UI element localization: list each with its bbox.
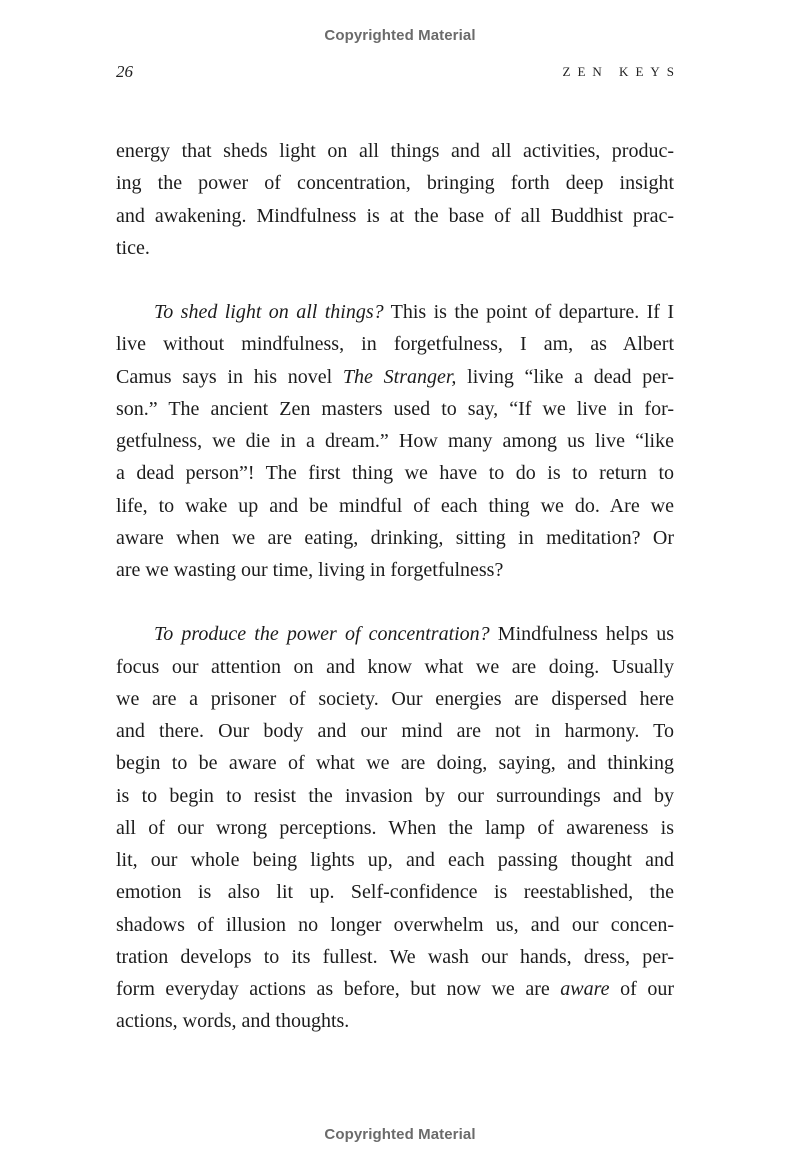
text-line: actions, words, and thoughts. (116, 1010, 350, 1033)
text-line: getfulness, we die in a dream.” How many among us live “like (116, 430, 674, 452)
text-line: emotion is also lit up. Self-confidence is reestablished, the (116, 881, 674, 904)
text-line: are we wasting our time, living in forgetfulness? (116, 559, 504, 581)
paragraph-1 (116, 135, 674, 264)
text-span: Camus says in his novel (116, 365, 343, 388)
text-line: tice. (116, 236, 150, 259)
text-line: life, to wake up and be mindful of each thing we do. Are we (116, 494, 674, 517)
italic-lead-question: To shed light on all things? (154, 301, 384, 323)
copyright-watermark-top: Copyrighted Material (324, 27, 476, 44)
text-line: a dead person”! The first thing we have to do is to return to (116, 462, 674, 485)
text-span: living “like a dead per- (456, 365, 674, 388)
text-line: ing the power of concentration, bringing forth deep insight (116, 172, 674, 195)
text-span: This is the point of departure. If I (383, 301, 674, 323)
text-line: and awakening. Mindfulness is at the base of all Buddhist prac- (116, 204, 674, 227)
text-span: of our (609, 978, 674, 1000)
body-text (116, 135, 674, 1038)
text-line: shadows of illusion no longer overwhelm us, and our concen- (116, 913, 674, 936)
paragraph-3 (116, 618, 674, 1037)
text-line: energy that sheds light on all things and all activities, produc- (116, 140, 674, 162)
text-line (116, 973, 674, 1005)
text-line: we are a prisoner of society. Our energies are dispersed here (116, 687, 674, 710)
text-line: all of our wrong perceptions. When the lamp of awareness is (116, 816, 674, 839)
text-line (116, 618, 674, 650)
italic-book-title: The Stranger, (342, 365, 457, 388)
text-line: focus our attention on and know what we are doing. Usually (116, 655, 674, 678)
text-line: tration develops to its fullest. We wash our hands, dress, per- (116, 945, 674, 968)
text-span: form everyday actions as before, but now we are (116, 978, 561, 1000)
running-head (116, 62, 681, 84)
text-line: son.” The ancient Zen masters used to say, “If we live in for- (116, 397, 674, 420)
text-line: aware when we are eating, drinking, sitting in meditation? Or (116, 526, 674, 549)
text-line (116, 296, 674, 328)
text-line (116, 361, 674, 393)
text-line: begin to be aware of what we are doing, saying, and thinking (116, 752, 674, 775)
italic-emphasis-aware: aware (560, 978, 610, 1000)
text-span: Mindfulness helps us (489, 623, 675, 646)
text-line: and there. Our body and our mind are not in harmony. To (116, 720, 674, 742)
paragraph-2 (116, 296, 674, 586)
italic-lead-question: To produce the power of concentration? (154, 623, 490, 646)
copyright-watermark-bottom: Copyrighted Material (324, 1126, 476, 1143)
page-number: 26 (116, 62, 133, 81)
text-line: lit, our whole being lights up, and each passing thought and (116, 849, 674, 871)
book-title-header: ZEN KEYS (562, 64, 681, 79)
text-line: live without mindfulness, in forgetfulness, I am, as Albert (116, 333, 674, 356)
text-line: is to begin to resist the invasion by our surroundings and by (116, 784, 674, 807)
